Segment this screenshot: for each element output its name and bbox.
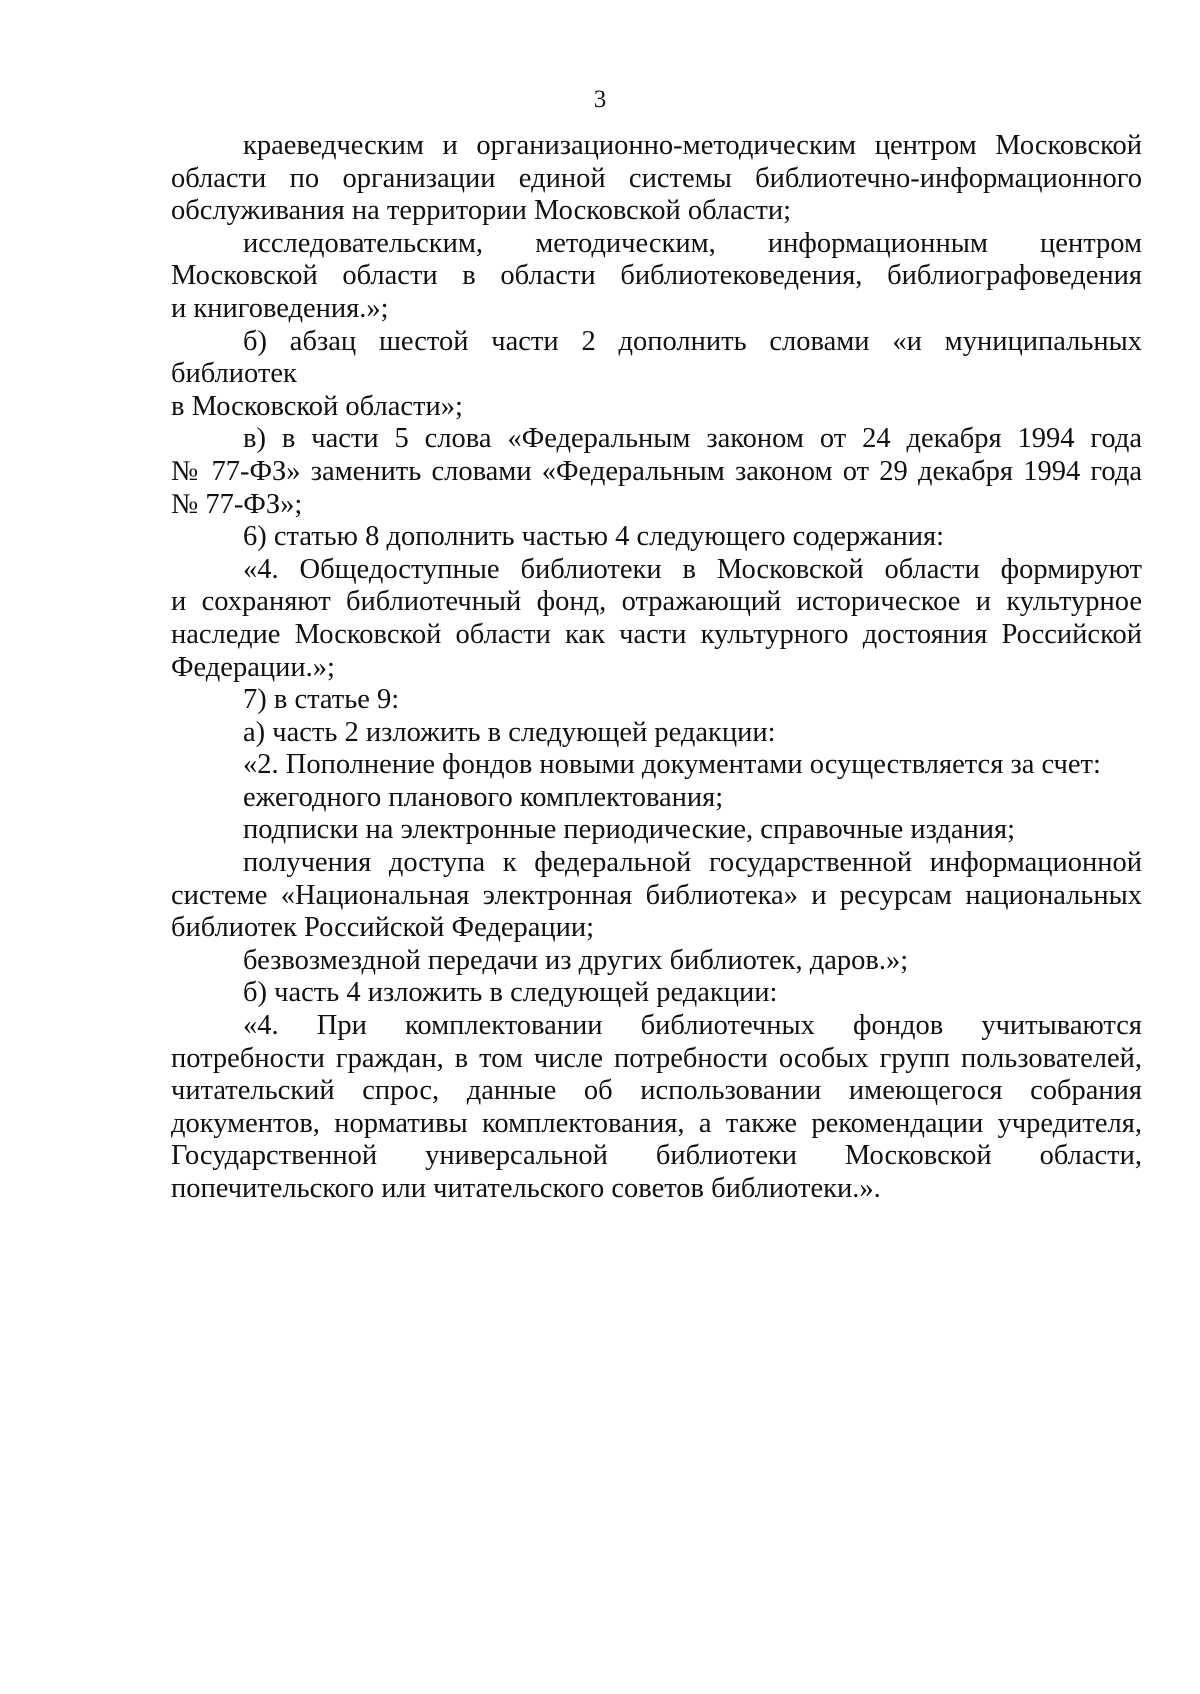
- paragraph-line: № 77-ФЗ»;: [171, 488, 303, 520]
- paragraph-line: читательский спрос, данные об использовании имеющегося собрания: [171, 1075, 1142, 1107]
- paragraph-line: Федерации.»;: [171, 651, 335, 683]
- paragraph-line: «4. Общедоступные библиотеки в Московской области формируют: [243, 553, 1142, 585]
- paragraph-line: документов, нормативы комплектования, а также рекомендации учредителя,: [171, 1107, 1142, 1139]
- paragraph-line: 7) в статье 9:: [243, 684, 400, 716]
- paragraph-line: а) часть 2 изложить в следующей редакции:: [243, 716, 776, 748]
- paragraph-line: попечительского или читательского советов библиотеки.».: [171, 1173, 881, 1204]
- paragraph-line: библиотек Российской Федерации;: [171, 912, 595, 944]
- paragraph-line: ежегодного планового комплектования;: [243, 781, 724, 813]
- paragraph-line: и книговедения.»;: [171, 292, 389, 324]
- paragraph-line: подписки на электронные периодические, справочные издания;: [243, 814, 1016, 846]
- paragraph-line: б) часть 4 изложить в следующей редакции:: [243, 977, 778, 1009]
- paragraph-line: краеведческим и организационно-методическим центром Московской: [243, 130, 1142, 161]
- page-number: 3: [593, 86, 607, 113]
- paragraph-line: наследие Московской области как части культурного достояния Российской: [171, 618, 1142, 650]
- paragraph-line: области по организации единой системы библиотечно-информационного: [171, 162, 1142, 194]
- paragraph-line: Московской области в области библиотековедения, библиографоведения: [171, 260, 1142, 292]
- paragraph-line: обслуживания на территории Московской области;: [171, 195, 792, 227]
- paragraph-line: «4. При комплектовании библиотечных фондов учитываются: [243, 1010, 1142, 1042]
- paragraph-line: безвозмездной передачи из других библиотек, даров.»;: [243, 944, 909, 976]
- paragraph-line: и сохраняют библиотечный фонд, отражающий историческое и культурное: [171, 586, 1142, 618]
- paragraph-line: «2. Пополнение фондов новыми документами осуществляется за счет:: [243, 749, 1101, 781]
- paragraph-line: в) в части 5 слова «Федеральным законом от 24 декабря 1994 года: [243, 423, 1142, 455]
- document-body: [171, 130, 1142, 1206]
- paragraph-line: Государственной универсальной библиотеки Московской области,: [171, 1140, 1142, 1172]
- paragraph-line: исследовательским, методическим, информационным центром: [243, 227, 1142, 259]
- paragraph-line: б) абзац шестой части 2 дополнить словами «и муниципальных библиотек: [171, 325, 1142, 390]
- paragraph-line: № 77-ФЗ» заменить словами «Федеральным законом от 29 декабря 1994 года: [171, 455, 1142, 487]
- paragraph-line: получения доступа к федеральной государственной информационной: [243, 847, 1142, 879]
- paragraph-line: в Московской области»;: [171, 390, 463, 422]
- paragraph-line: потребности граждан, в том числе потребности особых групп пользователей,: [171, 1042, 1142, 1074]
- paragraph-line: 6) статью 8 дополнить частью 4 следующего содержания:: [243, 521, 945, 553]
- paragraph-line: системе «Национальная электронная библиотека» и ресурсам национальных: [171, 879, 1142, 911]
